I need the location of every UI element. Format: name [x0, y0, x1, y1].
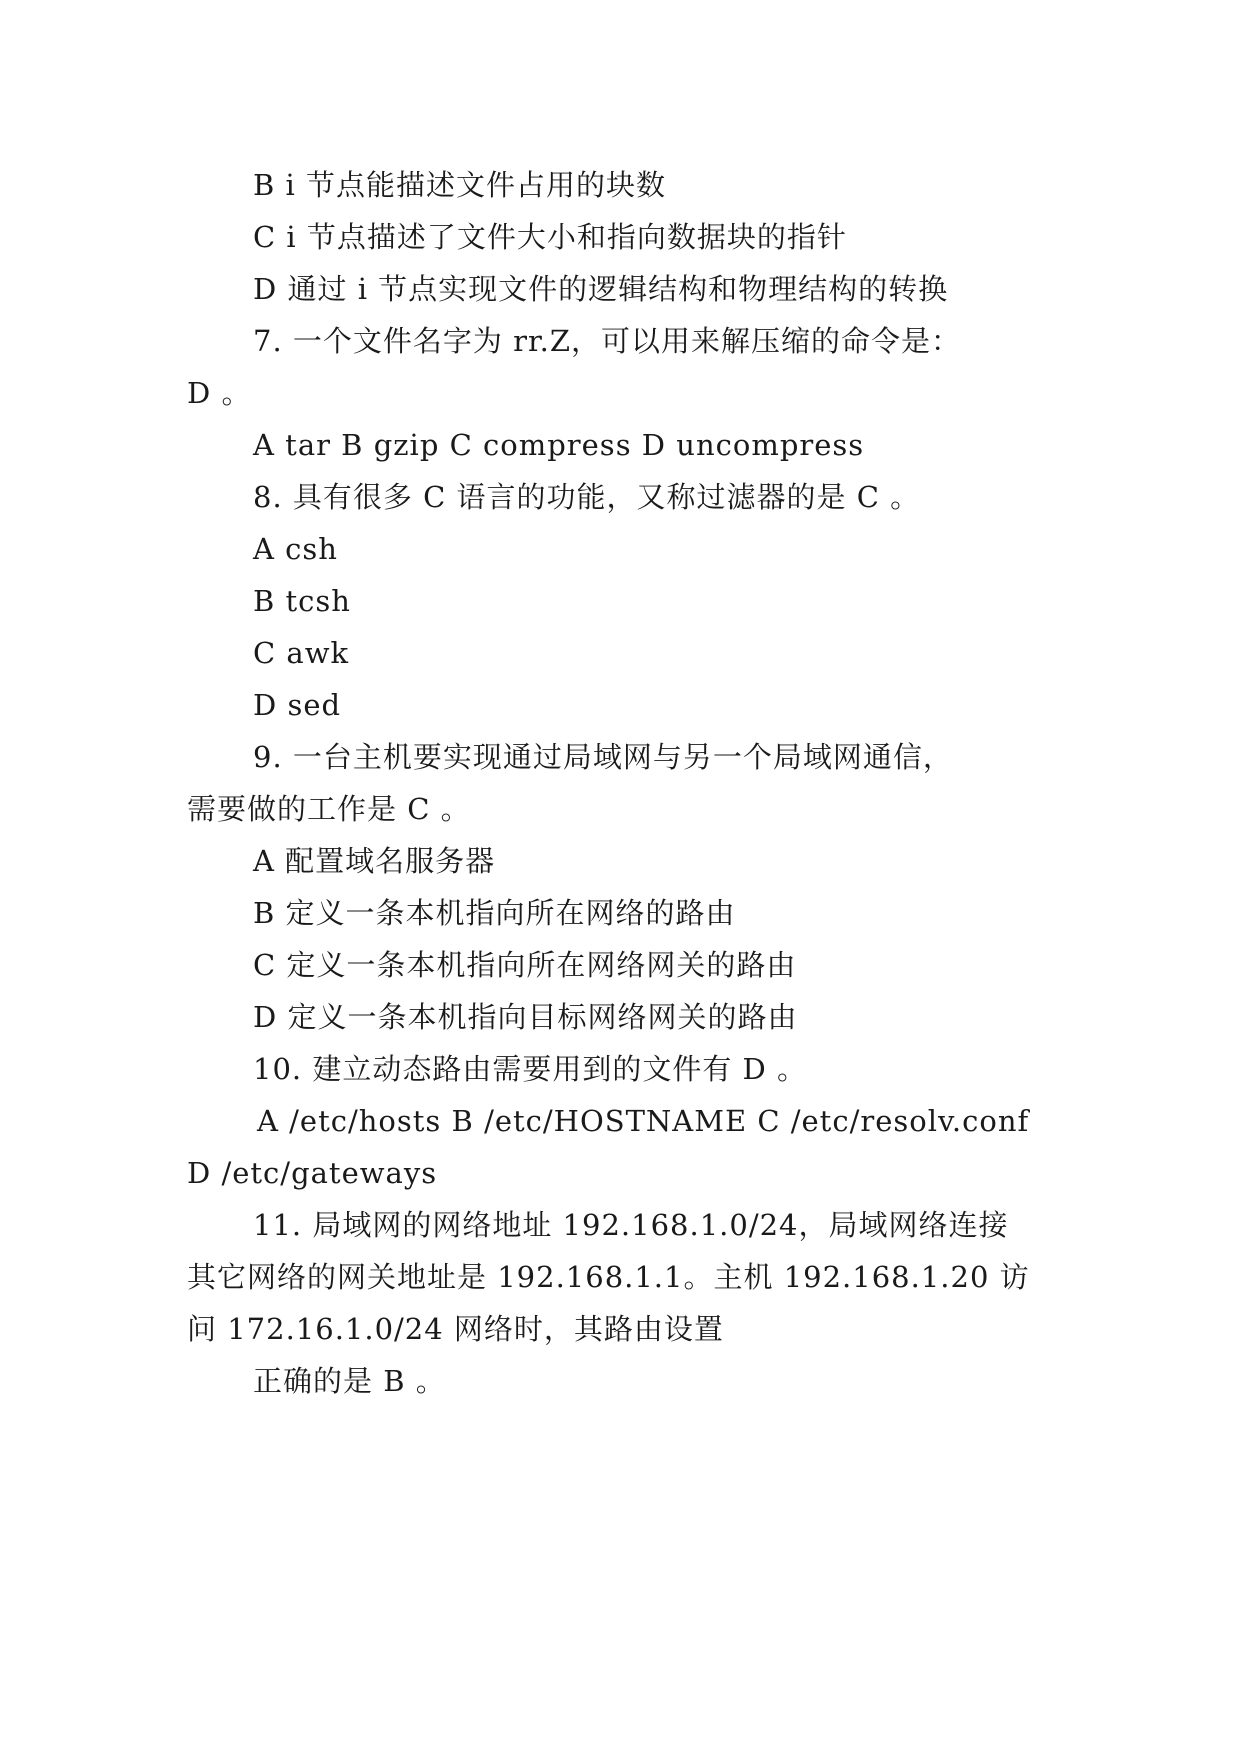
question-9-option-c: C 定义一条本机指向所在网络网关的路由	[253, 948, 797, 982]
question-11-text-cont-2: 问 172.16.1.0/24 网络时，其路由设置	[187, 1312, 724, 1346]
question-9-text-cont: 需要做的工作是 C 。	[187, 792, 471, 826]
question-7-text: 7. 一个文件名字为 rr.Z，可以用来解压缩的命令是：	[253, 324, 962, 358]
option-d-line: D 通过 i 节点实现文件的逻辑结构和物理结构的转换	[253, 272, 949, 306]
option-c-line: C i 节点描述了文件大小和指向数据块的指针	[253, 220, 847, 254]
question-8-option-a: A csh	[253, 532, 338, 566]
question-8-option-b: B tcsh	[253, 584, 351, 618]
question-8-option-d: D sed	[253, 688, 342, 722]
question-10-options: A /etc/hosts B /etc/HOSTNAME C /etc/resolv.conf	[257, 1104, 1030, 1138]
question-7-options: A tar B gzip C compress D uncompress	[253, 428, 865, 462]
question-9-option-b: B 定义一条本机指向所在网络的路由	[253, 896, 736, 930]
question-11-text: 11. 局域网的网络地址 192.168.1.0/24，局域网络连接	[253, 1208, 1009, 1242]
question-9-option-a: A 配置域名服务器	[253, 844, 496, 878]
option-b-line: B i 节点能描述文件占用的块数	[253, 168, 667, 202]
question-10-options-cont: D /etc/gateways	[187, 1156, 438, 1190]
question-9-text: 9. 一台主机要实现通过局域网与另一个局域网通信，	[253, 740, 953, 774]
question-11-text-cont: 其它网络的网关地址是 192.168.1.1。主机 192.168.1.20 访	[187, 1260, 1030, 1294]
question-10-text: 10. 建立动态路由需要用到的文件有 D 。	[253, 1052, 808, 1086]
question-8-option-c: C awk	[253, 636, 350, 670]
question-9-option-d: D 定义一条本机指向目标网络网关的路由	[253, 1000, 798, 1034]
question-8-text: 8. 具有很多 C 语言的功能，又称过滤器的是 C 。	[253, 480, 921, 514]
question-11-answer: 正确的是 B 。	[253, 1364, 446, 1398]
question-7-answer: D 。	[187, 376, 252, 410]
